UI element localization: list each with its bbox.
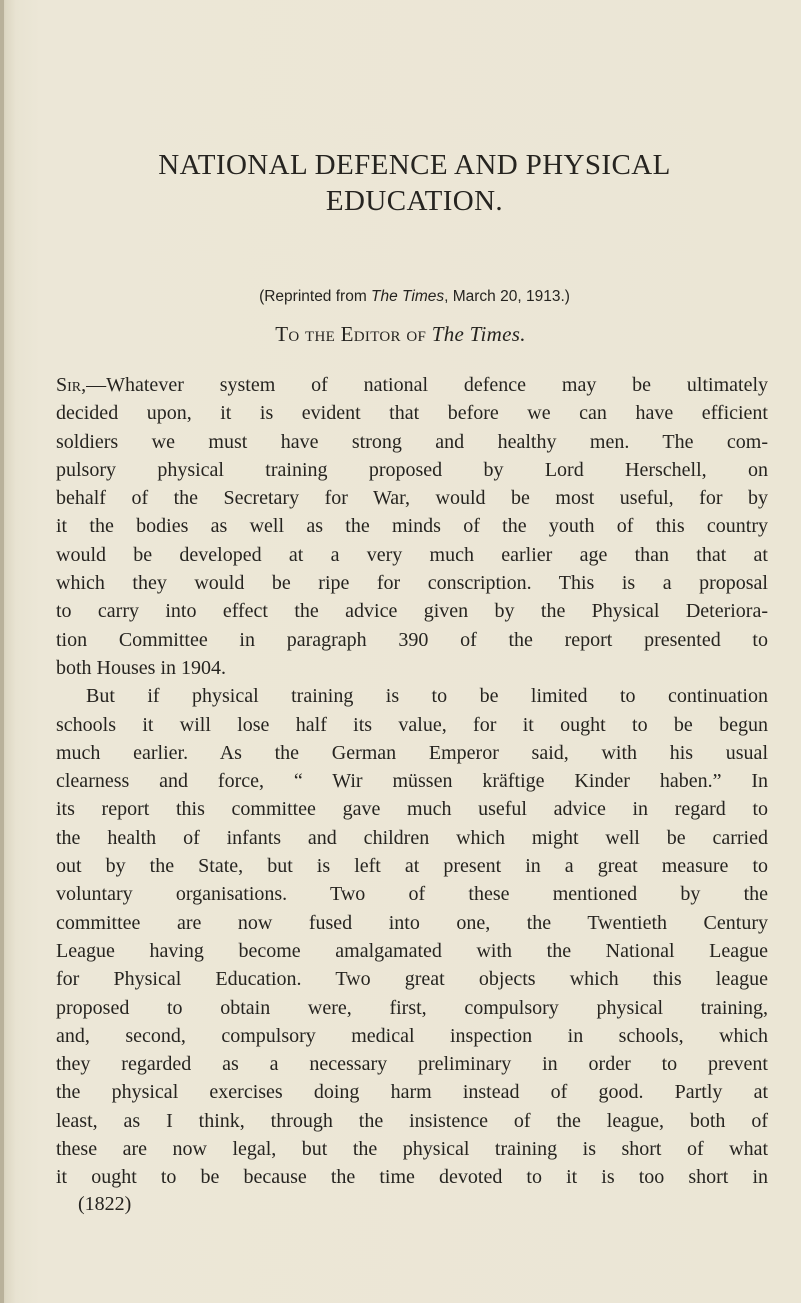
paragraph-line (56, 371, 768, 399)
paragraph-line: it ought to be because the time devoted to it is too short in (56, 1166, 768, 1189)
paragraph-line: League having become amalgamated with the National League (56, 939, 768, 962)
paragraph-line: which they would be ripe for conscription. This is a proposal (56, 572, 768, 595)
salutation: Sir, (56, 374, 87, 396)
paragraph-line: pulsory physical training proposed by Lord Herschell, on (56, 458, 768, 481)
letter-body (56, 371, 768, 1192)
paragraph-line: the health of infants and children which might well be carried (56, 826, 768, 849)
paragraph-line: schools it will lose half its value, for it ought to be begun (56, 713, 768, 736)
paragraph-line: its report this committee gave much useful advice in regard to (56, 798, 768, 821)
paragraph-line: out by the State, but is left at present in a great measure to (56, 855, 768, 878)
paragraph (56, 682, 768, 1191)
paragraph-line: tion Committee in paragraph 390 of the report presented to (56, 628, 768, 651)
paragraph-line: they regarded as a necessary preliminary in order to prevent (56, 1053, 768, 1076)
paragraph-line: would be developed at a very much earlier age than that at (56, 543, 768, 566)
letter-address (0, 322, 801, 347)
paragraph (56, 371, 768, 682)
paragraph-line: voluntary organisations. Two of these mentioned by the (56, 883, 768, 906)
paragraph-line: committee are now fused into one, the Twentieth Century (56, 911, 768, 934)
paragraph-line: it the bodies as well as the minds of the youth of this country (56, 515, 768, 538)
paragraph-line: But if physical training is to be limited to continuation (86, 685, 768, 708)
paragraph-line: much earlier. As the German Emperor said, with his usual (56, 741, 768, 764)
paragraph-line: least, as I think, through the insistence of the league, both of (56, 1109, 768, 1132)
paragraph-line: for Physical Education. Two great objects which this league (56, 968, 768, 991)
reprint-note (14, 288, 801, 306)
title-line-2: EDUCATION. (325, 185, 504, 217)
reprint-paper-name: The Times (371, 288, 445, 305)
title-line-1: NATIONAL DEFENCE AND PHYSICAL (158, 149, 671, 181)
paragraph-line: clearness and force, “ Wir müssen kräftige Kinder haben.” In (56, 770, 768, 793)
paragraph-line: these are now legal, but the physical training is short of what (56, 1138, 768, 1161)
reprint-suffix: , March 20, 1913.) (444, 288, 570, 305)
address-paper-name: The Times. (431, 322, 526, 346)
paragraph-line: both Houses in 1904. (56, 656, 226, 679)
article-title (0, 147, 801, 219)
paragraph-line: decided upon, it is evident that before we can have efficient (56, 402, 768, 425)
paragraph-line: behalf of the Secretary for War, would be most useful, for by (56, 487, 768, 510)
reprint-prefix: (Reprinted from (259, 288, 372, 305)
address-prefix: To the Editor of (275, 322, 432, 346)
paragraph-line: proposed to obtain were, first, compulsory physical training, (56, 996, 768, 1019)
first-line-text: —Whatever system of national defence may be ultimately (86, 374, 768, 396)
page-number: (1822) (78, 1193, 132, 1215)
paragraph-line: to carry into effect the advice given by the Physical Deteriora- (56, 600, 768, 623)
paragraph-line: and, second, compulsory medical inspection in schools, which (56, 1024, 768, 1047)
paragraph-line: soldiers we must have strong and healthy men. The com- (56, 430, 768, 453)
paragraph-line: the physical exercises doing harm instead of good. Partly at (56, 1081, 768, 1104)
